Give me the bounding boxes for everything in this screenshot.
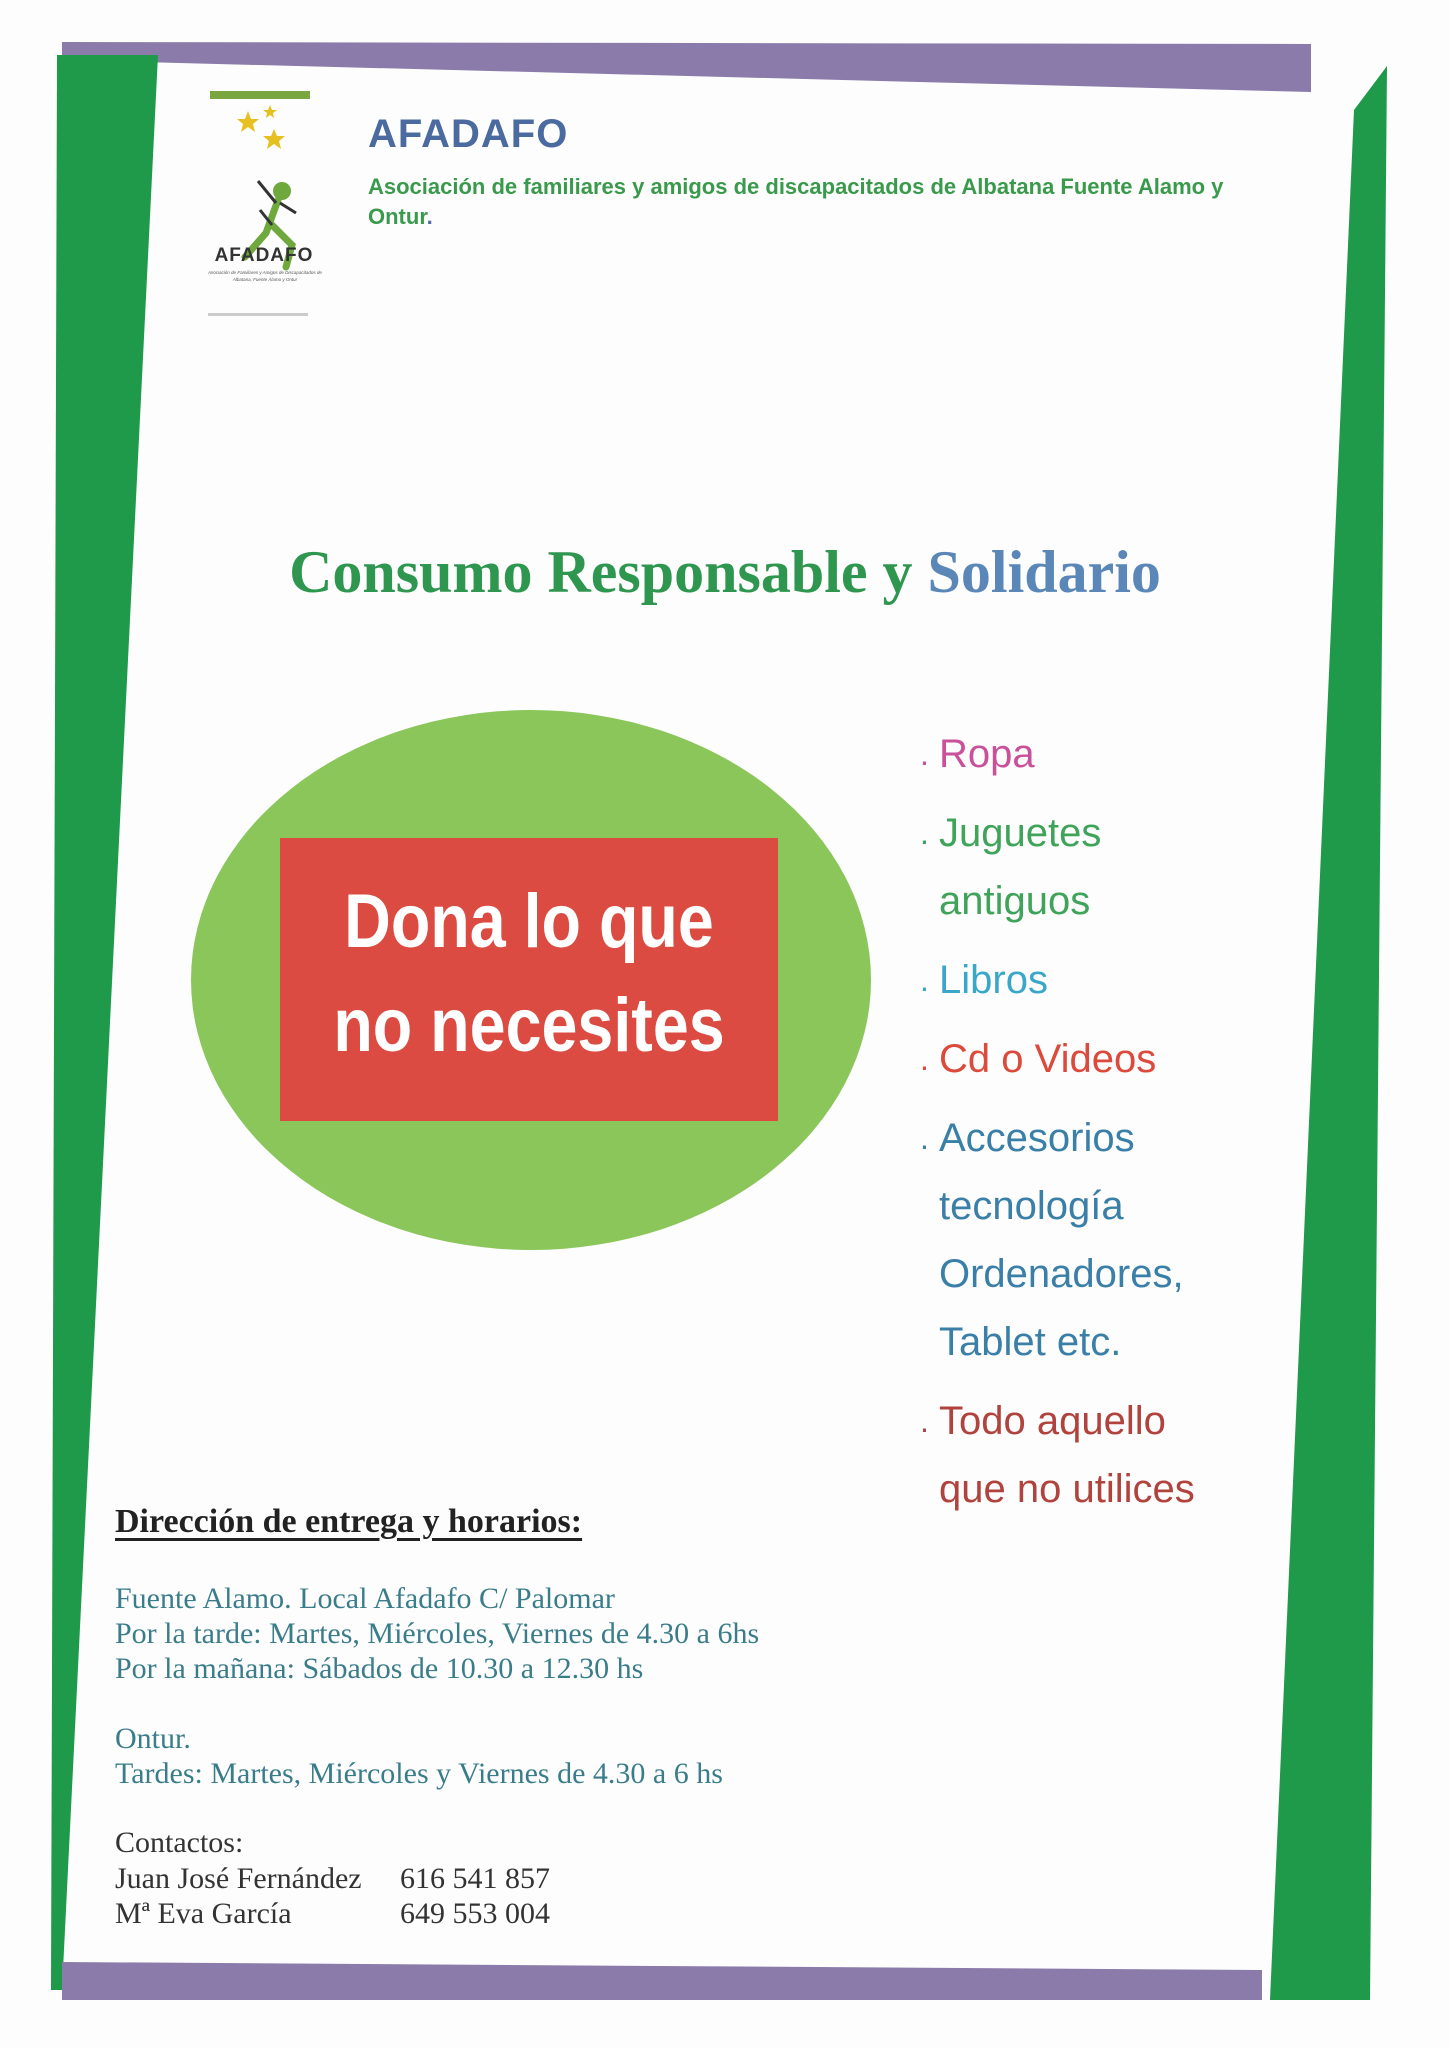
logo-figure-icon: [200, 85, 340, 325]
delivery-heading: Dirección de entrega y horarios:: [115, 1503, 583, 1540]
logo-subtext: Asociación de Familiares y Amigos de Discapacitados de Albatana, Fuente Álamo y Ontur: [208, 270, 322, 282]
afadafo-logo: [200, 85, 340, 325]
org-description-text: Asociación de familiares y amigos de discapacitados de Albatana Fuente Alamo y Ontur: [368, 174, 1224, 229]
item-line: Ropa: [939, 732, 1035, 776]
item-line: Tablet etc.: [939, 1320, 1122, 1364]
item-line: Libros: [939, 958, 1048, 1002]
item-line: Cd o Videos: [939, 1037, 1157, 1081]
main-title: [0, 538, 1450, 607]
badge-line-1: Dona lo que: [344, 879, 714, 964]
list-bullet: .: [920, 736, 929, 772]
org-description-period: .: [426, 204, 433, 229]
donate-badge: [280, 838, 778, 1121]
item-line: Accesorios: [939, 1116, 1135, 1160]
contact-name: Juan José Fernández: [115, 1862, 362, 1895]
item-line: tecnología: [939, 1184, 1124, 1228]
list-bullet: .: [920, 1403, 929, 1439]
left-green-bar: [51, 55, 158, 1990]
list-item: [920, 799, 1340, 935]
ontur-label: Ontur.: [115, 1722, 191, 1755]
contacts-heading: Contactos:: [115, 1826, 244, 1859]
item-line: Todo aquello: [939, 1399, 1166, 1443]
donation-items-list: [920, 720, 1340, 1534]
item-line: Juguetes: [939, 811, 1102, 855]
list-bullet: .: [920, 962, 929, 998]
title-part-1: Consumo Responsable y: [289, 539, 913, 605]
list-item: [920, 1104, 1340, 1376]
fuente-alamo-afternoon-hours: Por la tarde: Martes, Miércoles, Viernes de 4.30 a 6hs: [115, 1617, 760, 1650]
title-part-2: Solidario: [927, 539, 1161, 605]
badge-line-2: no necesites: [333, 983, 725, 1068]
item-line: Ordenadores,: [939, 1252, 1184, 1296]
list-bullet: .: [920, 1041, 929, 1077]
contact-phone: 649 553 004: [400, 1897, 550, 1930]
ontur-hours: Tardes: Martes, Miércoles y Viernes de 4.30 a 6 hs: [115, 1757, 723, 1790]
fuente-alamo-address: Fuente Alamo. Local Afadafo C/ Palomar: [115, 1582, 615, 1615]
list-bullet: .: [920, 815, 929, 851]
item-line: que no utilices: [939, 1467, 1195, 1511]
fuente-alamo-morning-hours: Por la mañana: Sábados de 10.30 a 12.30 hs: [115, 1652, 644, 1685]
org-name: AFADAFO: [368, 112, 569, 156]
list-item: [920, 1387, 1340, 1523]
list-item: [920, 720, 1340, 788]
logo-label: AFADAFO: [214, 245, 314, 266]
list-bullet: .: [920, 1120, 929, 1156]
bottom-purple-bar: [62, 1962, 1262, 2000]
item-line: antiguos: [939, 879, 1091, 923]
contact-name: Mª Eva García: [115, 1897, 292, 1930]
list-item: [920, 946, 1340, 1014]
contact-phone: 616 541 857: [400, 1862, 550, 1895]
logo-bottom-rule: [208, 313, 308, 316]
org-description: [368, 172, 1268, 232]
list-item: [920, 1025, 1340, 1093]
